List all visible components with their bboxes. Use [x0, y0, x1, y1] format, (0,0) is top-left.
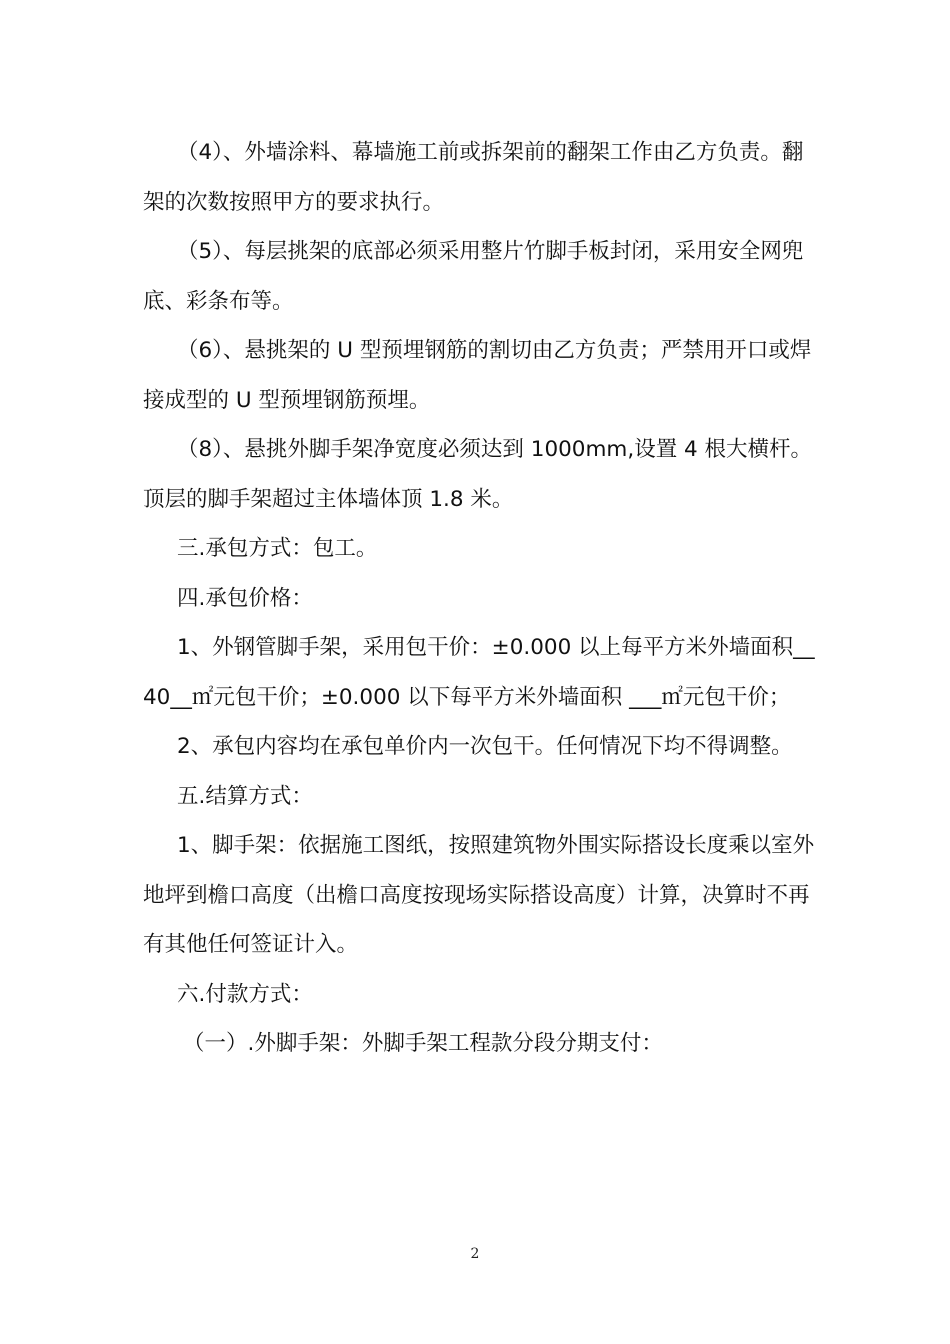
payment-item-1: （一）.外脚手架：外脚手架工程款分段分期支付： — [183, 1031, 663, 1056]
price-item-1-text-b: ㎡元包干价；±0.000 以下每平方米外墙面积 — [191, 684, 630, 710]
document-body — [143, 128, 815, 1069]
section-3-heading: 三.承包方式：包工。 — [177, 536, 378, 561]
settlement-item-1: 1、脚手架：依据施工图纸，按照建筑物外围实际搭设长度乘以室外地坪到檐口高度（出檐口高度按现场实际搭设高度）计算，决算时不再有其他任何签证计入。 — [143, 833, 815, 957]
price-blank-below: ___ — [629, 684, 662, 710]
section-4-heading: 四.承包价格： — [177, 585, 313, 611]
price-blank-above: __40__ — [143, 635, 815, 710]
clause-6: （6）、悬挑架的 U 型预埋钢筋的割切由乙方负责；严禁用开口或焊接成型的 U 型预埋钢筋预埋。 — [143, 338, 812, 413]
price-item-1 — [143, 623, 815, 722]
clause-4: （4）、外墙涂料、幕墙施工前或拆架前的翻架工作由乙方负责。翻架的次数按照甲方的要求执行。 — [143, 140, 804, 215]
section-6-heading: 六.付款方式： — [177, 981, 313, 1007]
clause-8: （8）、悬挑外脚手架净宽度必须达到 1000mm,设置 4 根大横杆。顶层的脚手架超过主体墙体顶 1.8 米。 — [143, 437, 813, 512]
price-item-1-text-a: 1、外钢管脚手架，采用包干价：±0.000 以上每平方米外墙面积 — [177, 635, 794, 660]
price-item-2: 2、承包内容均在承包单价内一次包干。任何情况下均不得调整。 — [177, 734, 793, 759]
price-item-1-text-c: ㎡元包干价； — [661, 684, 791, 710]
section-5-heading: 五.结算方式： — [177, 783, 313, 809]
clause-5: （5）、每层挑架的底部必须采用整片竹脚手板封闭，采用安全网兜底、彩条布等。 — [143, 239, 804, 314]
page-number: 2 — [470, 1246, 480, 1262]
